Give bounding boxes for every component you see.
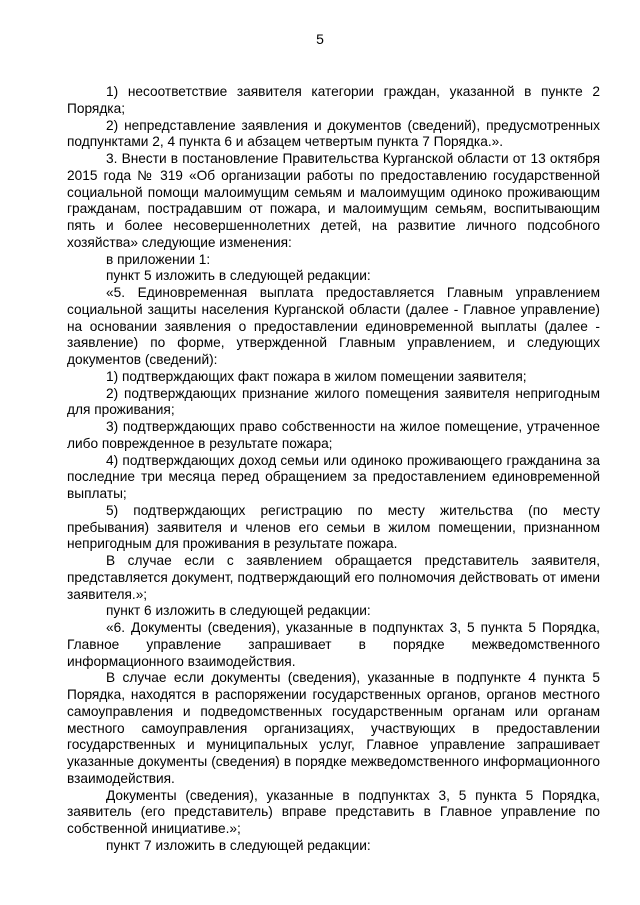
paragraph: пункт 6 изложить в следующей редакции: bbox=[106, 603, 371, 619]
document-body bbox=[67, 84, 600, 855]
paragraph: пункт 5 изложить в следующей редакции: bbox=[106, 268, 371, 284]
paragraph: 1) подтверждающих факт пожара в жилом помещении заявителя; bbox=[106, 368, 527, 384]
paragraph: в приложении 1: bbox=[106, 251, 211, 267]
paragraph: «5. Единовременная выплата предоставляется Главным управлением социальной защиты населения Курганской области (далее - Главное управление) на основании заявления о предоставлении единовременной выплаты (далее - заявление) по форме, утвержденной Главным управлением, и следующих документов (сведений): bbox=[67, 285, 600, 367]
paragraph: 1) несоответствие заявителя категории граждан, указанной в пункте 2 Порядка; bbox=[67, 84, 600, 116]
page-number: 5 bbox=[316, 31, 324, 47]
paragraph: 3. Внести в постановление Правительства Курганской области от 13 октября 2015 года № 319 «Об организации работы по предоставлению государственной социальной помощи малоимущим семьям и малоимущим одиноко проживающим гражданам, пострадавшим от пожара, и малоимущим семьям, воспитывающим пять и более несовершеннолетних детей, на развитие личного подсобного хозяйства» следующие изменения: bbox=[67, 151, 600, 250]
paragraph: 5) подтверждающих регистрацию по месту жительства (по месту пребывания) заявителя и членов его семьи в жилом помещении, признанном непригодным для проживания в результате пожара. bbox=[67, 502, 600, 552]
paragraph: «6. Документы (сведения), указанные в подпунктах 3, 5 пункта 5 Порядка, Главное управление запрашивает в порядке межведомственного информационного взаимодействия. bbox=[67, 620, 600, 669]
paragraph: пункт 7 изложить в следующей редакции: bbox=[106, 837, 371, 853]
paragraph: В случае если документы (сведения), указанные в подпункте 4 пункта 5 Порядка, находятся в распоряжении государственных органов, органов местного самоуправления и подведомственных государственным органам или органам местного самоуправления организациях, участвующих в предоставлении государственных и муниципальных услуг, Главное управление запрашивает указанные документы (сведения) в порядке межведомственного информационного взаимодействия. bbox=[67, 670, 600, 786]
paragraph: В случае если с заявлением обращается представитель заявителя, представляется документ, подтверждающий его полномочия действовать от имени заявителя.»; bbox=[67, 553, 600, 602]
paragraph: 3) подтверждающих право собственности на жилое помещение, утраченное либо поврежденное в результате пожара; bbox=[67, 419, 600, 451]
paragraph: 4) подтверждающих доход семьи или одиноко проживающего гражданина за последние три месяца перед обращением за предоставлением единовременной выплаты; bbox=[67, 452, 600, 501]
paragraph: 2) подтверждающих признание жилого помещения заявителя непригодным для проживания; bbox=[67, 385, 600, 418]
paragraph: Документы (сведения), указанные в подпунктах 3, 5 пункта 5 Порядка, заявитель (его представитель) вправе представить в Главное управление по собственной инициативе.»; bbox=[67, 787, 600, 836]
paragraph: 2) непредставление заявления и документов (сведений), предусмотренных подпунктами 2, 4 пункта 6 и абзацем четвертым пункта 7 Порядка.». bbox=[67, 117, 600, 150]
